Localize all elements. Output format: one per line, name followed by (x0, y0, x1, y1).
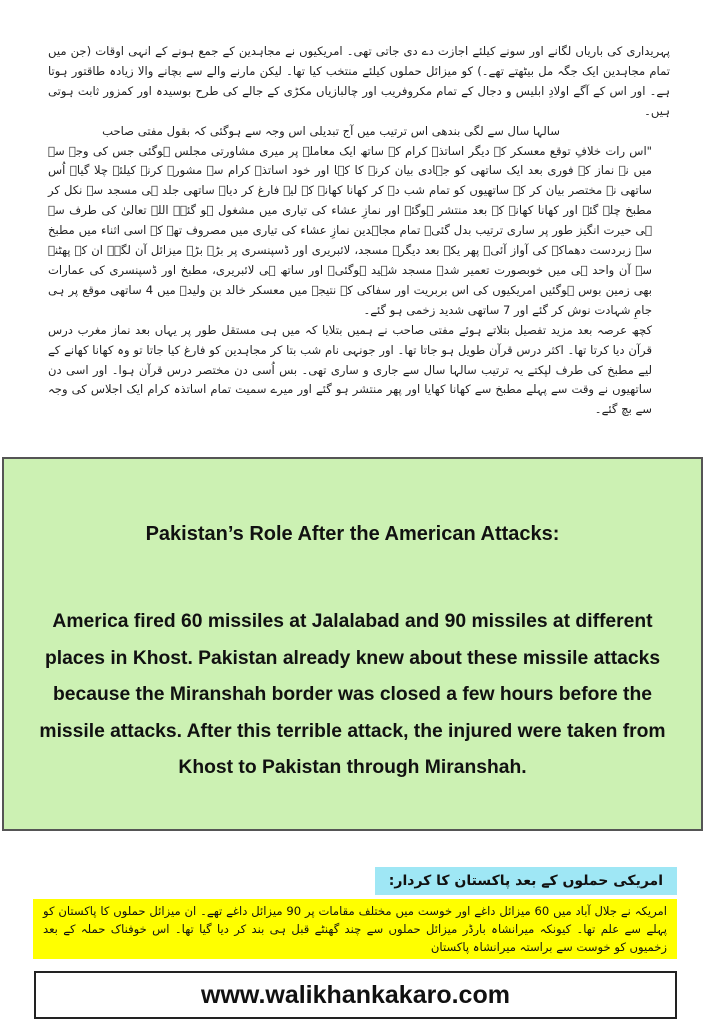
english-box-heading: Pakistan’s Role After the American Attacks: (145, 523, 560, 545)
urdu-paragraph: کچھ عرصہ بعد مزید تفصیل بتلاتے ہوئے مفتی صاحب نے ہمیں بتلایا کہ میں ہی مستقل طور پر یہاں بعد نماز مغرب درس قرآن دیا کرتا تھا۔ اکثر درس قرآن طویل ہو جاتا تھا۔ اور جونہی نام شب بتا کر مجاہدین کو فارغ کیا جاتا تو وہ کھانا کھانے کے لیے مطبخ کی طرف لپکتے یہ ترتیب سالہا سال سے جاری و ساری تھی۔ بس اُسی دن مختصر درس قرآن ہوا۔ اور اسی دن ساتھیوں نے وقت سے پہلے مطبخ سے کھانا کھایا اور پھر منتشر ہو گئے اور میرے سمیت تمام اساتذہ کرام ایک اجلاس کی وجہ سے بچ گئے۔ (48, 322, 652, 417)
website-footer: www.walikhankakaro.com (34, 971, 677, 1019)
urdu-paragraph: سالہا سال سے لگی بندھی اس ترتیب میں آج تبدیلی اس وجہ سے ہوگئی کہ بقول مفتی صاحب (102, 123, 560, 138)
english-box-body: America fired 60 missiles at Jalalabad and 90 missiles at different places in Khost. Pakistan already knew about these missile attacks because the Miranshah border was closed a few hours before the missile attacks. After this terrible attack, the injured were taken from Khost to Pakistan through Miranshah. (39, 611, 666, 778)
english-translation-box (2, 457, 703, 831)
urdu-quote-paragraph: "اس رات خلافِ توقع معسکر کے دیگر اساتذہ کرام کے ساتھ ایک معاملہ پر میری مشاورتی مجلس ہوگئی جس کی وجہ سے میں نے نماز کے فوری بعد ایک ساتھی کو جہادی بیان کرنے کا کہا اور خود اساتذہ کرام سے مشورہ کرنے کیلئے چلا گیا۔ اُس ساتھی نے مختصر بیان کر کے ساتھیوں کو تمام شب دے کر کھانا کھانے کے لیے فارغ کر دیا۔ ساتھی جلد ہی مسجد سے نکل کر مطبخ چلے گئے اور کھانا کھانے کے بعد منتشر ہوگئے اور نمازِ عشاء کی تیاری میں مشغول ہو گئے۔ اللہ تعالیٰ کی طرف سے ہی حیرت انگیز طور پر ساری ترتیب بدل گئی۔ تمام مجاہدین نمازِ عشاء کی تیاری میں مصروف تھے کہ اسی اثناء میں مطبخ سے زبردست دھماکے کی آواز آئی۔ پھر یکے بعد دیگرے مسجد، لائبریری اور ڈسپنسری پر بڑے بڑے میزائل آن لگے۔ ان کے پھٹنے سے آن واحد ہی میں خوبصورت تعمیر شدہ مسجد شہید ہوگئی۔ اور ساتھ ہی لائبریری، مطبخ اور ڈسپنسری کی عمارات بھی زمین بوس ہوگئیں امریکیوں کی اس بربریت اور سفاکی کے نتیجہ میں معسکر خالد بن ولیدؓ میں 4 ساتھی موقع پر ہی جامِ شہادت نوش کر گئے اور 7 ساتھی شدید زخمی ہو گئے۔ (48, 143, 652, 317)
urdu-body-text (48, 42, 670, 420)
urdu-paragraph: پہریداری کی باریاں لگانے اور سونے کیلئے اجازت دے دی جاتی تھی۔ امریکیوں نے مجاہدین کے جمع ہونے کے انہی اوقات (جن میں تمام مجاہدین ایک جگہ مل بیٹھتے تھے۔) کو میزائل حملوں کیلئے منتخب کیا تھا۔ لیکن مارنے والے سے بچانے والا زیادہ طاقتور ہوتا ہے۔ اور اس کے آگے اولادِ ابلیس و دجال کے تمام مکروفریب اور چالبازیاں مکڑی کے جالے کی طرح بوسیدہ اور کمزور ثابت ہوتی ہیں۔ (48, 44, 670, 118)
urdu-section-heading: امریکی حملوں کے بعد پاکستان کا کردار: (375, 867, 677, 895)
urdu-highlighted-text: امریکہ نے جلال آباد میں 60 میزائل داغے اور خوست میں مختلف مقامات پر 90 میزائل داغے تھے۔ ان میزائل حملوں کا پاکستان کو پہلے سے علم تھا۔ کیونکہ میرانشاہ بارڈر میزائل حملوں سے چند گھنٹے قبل ہی بند کر دیا گیا تھا۔ اس خوفناک حملہ کے بعد زخمیوں کو خوست سے براستہ میرانشاہ پاکستان (33, 899, 677, 959)
